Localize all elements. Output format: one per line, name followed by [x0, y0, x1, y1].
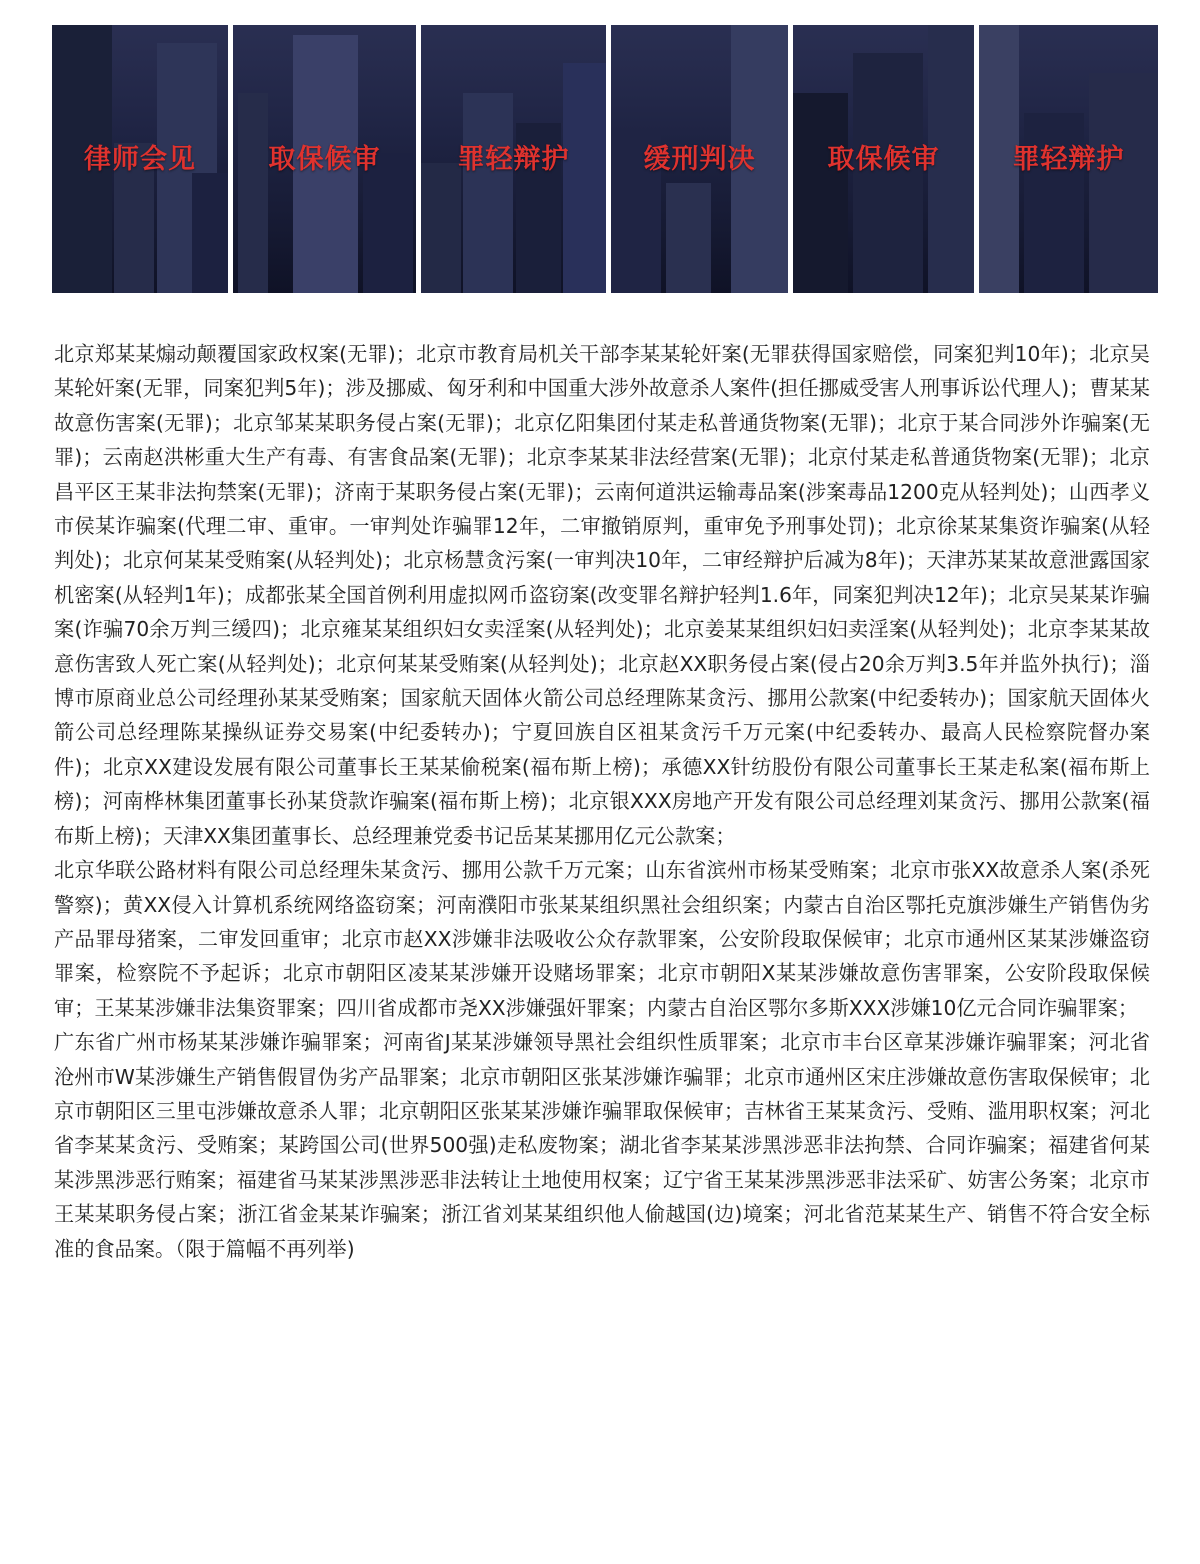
case-paragraph: 北京郑某某煽动颠覆国家政权案(无罪)；北京市教育局机关干部李某某轮奸案(无罪获得国家赔偿，同案犯判10年)；北京吴某轮奸案(无罪，同案犯判5年)；涉及挪威、匈牙利和中国重大涉外故意杀人案件(担任挪威受害人刑事诉讼代理人)；曹某某故意伤害案(无罪)；北京邹某某职务侵占案(无罪)；北京亿阳集团付某走私普通货物案(无罪)；北京于某合同涉外诈骗案(无罪)；云南赵洪彬重大生产有毒、有害食品案(无罪)；北京李某某非法经营案(无罪)；北京付某走私普通货物案(无罪)；北京昌平区王某非法拘禁案(无罪)；济南于某职务侵占案(无罪)；云南何道洪运输毒品案(涉案毒品1200克从轻判处)；山西孝义市侯某诈骗案(代理二审、重审。一审判处诈骗罪12年，二审撤销原判，重审免予刑事处罚)；北京徐某某集资诈骗案(从轻判处)；北京何某某受贿案(从轻判处)；北京杨慧贪污案(一审判决10年，二审经辩护后减为8年)；天津苏某某故意泄露国家机密案(从轻判1年)；成都张某全国首例利用虚拟网币盗窃案(改变罪名辩护轻判1.6年，同案犯判决12年)；北京吴某某诈骗案(诈骗70余万判三缓四)；北京雍某某组织妇女卖淫案(从轻判处)；北京姜某某组织妇妇卖淫案(从轻判处)；北京李某某故意伤害致人死亡案(从轻判处)；北京何某某受贿案(从轻判处)；北京赵XX职务侵占案(侵占20余万判3.5年并监外执行)；淄博市原商业总公司经理孙某某受贿案；国家航天固体火箭公司总经理陈某贪污、挪用公款案(中纪委转办)；国家航天固体火箭公司总经理陈某操纵证券交易案(中纪委转办)；宁夏回族自区祖某贪污千万元案(中纪委转办、最高人民检察院督办案件)；北京XX建设发展有限公司董事长王某某偷税案(福布斯上榜)；承德XX针纺股份有限公司董事长王某走私案(福布斯上榜)；河南桦林集团董事长孙某贷款诈骗案(福布斯上榜)；北京银XXX房地产开发有限公司总经理刘某贪污、挪用公款案(福布斯上榜)；天津XX集团董事长、总经理兼党委书记岳某某挪用亿元公款案；: [54, 342, 1150, 848]
banner-caption: 缓刑判决: [643, 144, 756, 175]
banner-caption: 取保候审: [827, 144, 940, 175]
case-paragraph: 广东省广州市杨某某涉嫌诈骗罪案；河南省J某某涉嫌领导黑社会组织性质罪案；北京市丰台区章某涉嫌诈骗罪案；河北省沧州市W某涉嫌生产销售假冒伪劣产品罪案；北京市朝阳区张某涉嫌诈骗罪；北京市通州区宋庄涉嫌故意伤害取保候审；北京市朝阳区三里屯涉嫌故意杀人罪；北京朝阳区张某某涉嫌诈骗罪取保候审；吉林省王某某贪污、受贿、滥用职权案；河北省李某某贪污、受贿案；某跨国公司(世界500强)走私废物案；湖北省李某某涉黑涉恶非法拘禁、合同诈骗案；福建省何某某涉黑涉恶行贿案；福建省马某某涉黑涉恶非法转让土地使用权案；辽宁省王某某涉黑涉恶非法采矿、妨害公务案；北京市王某某职务侵占案；浙江省金某某诈骗案；浙江省刘某某组织他人偷越国(边)境案；河北省范某某生产、销售不符合安全标准的食品案。（限于篇幅不再列举): [54, 1030, 1150, 1261]
banner-panel-bail-pending-2: [793, 25, 974, 293]
banner: [52, 25, 1158, 293]
banner-caption: 罪轻辩护: [457, 144, 570, 175]
banner-caption: 罪轻辩护: [1012, 144, 1125, 175]
banner-panel-bail-pending: [233, 25, 416, 293]
banner-panel-lighter-defense: [421, 25, 606, 293]
banner-caption: 律师会见: [84, 144, 196, 175]
banner-panel-lighter-defense-2: [979, 25, 1158, 293]
case-list: [54, 337, 1150, 1266]
case-paragraph: 北京华联公路材料有限公司总经理朱某贪污、挪用公款千万元案；山东省滨州市杨某受贿案；北京市张XX故意杀人案(杀死警察)；黄XX侵入计算机系统网络盗窃案；河南濮阳市张某某组织黑社会组织案；内蒙古自治区鄂托克旗涉嫌生产销售伪劣产品罪母猪案，二审发回重审；北京市赵XX涉嫌非法吸收公众存款罪案，公安阶段取保候审；北京市通州区某某涉嫌盗窃罪案，检察院不予起诉；北京市朝阳区凌某某涉嫌开设赌场罪案；北京市朝阳X某某涉嫌故意伤害罪案，公安阶段取保候审；王某某涉嫌非法集资罪案；四川省成都市尧XX涉嫌强奸罪案；内蒙古自治区鄂尔多斯XXX涉嫌10亿元合同诈骗罪案；: [54, 858, 1150, 1020]
banner-panel-lawyer-meeting: [52, 25, 228, 293]
banner-panel-probation: [611, 25, 788, 293]
banner-caption: 取保候审: [268, 144, 381, 175]
